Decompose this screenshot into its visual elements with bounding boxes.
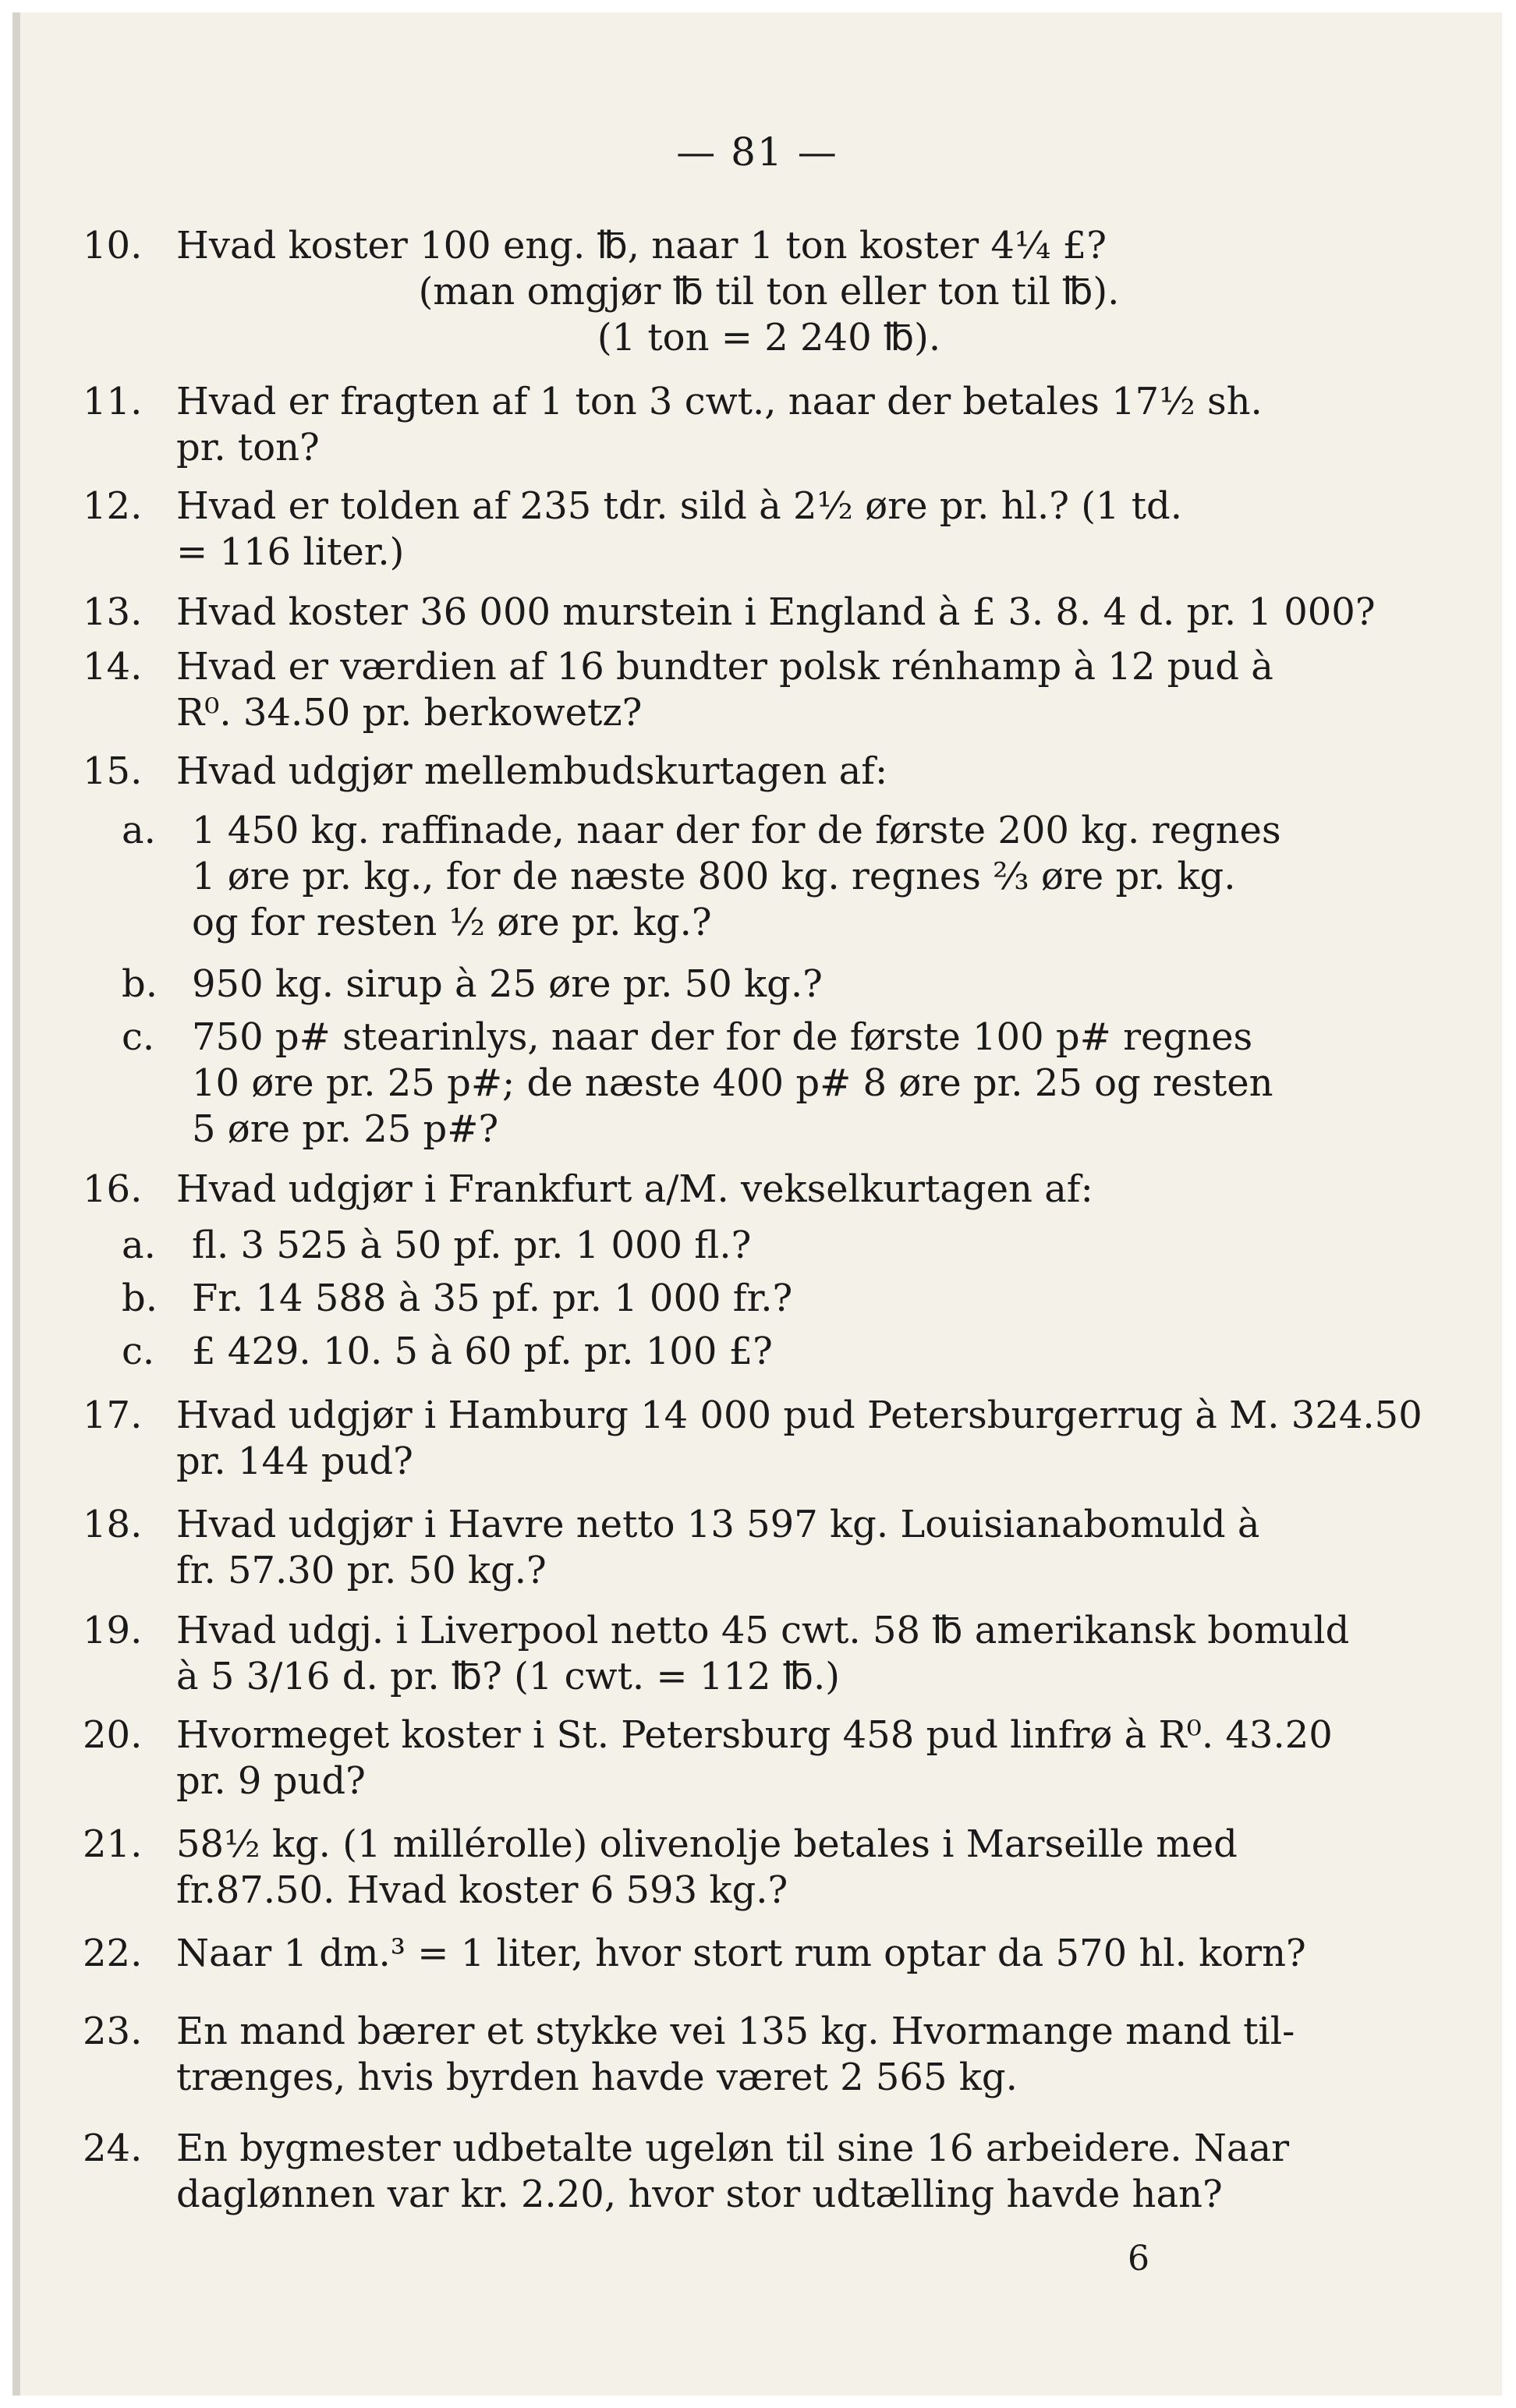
problem-line: daglønnen var kr. 2.20, hvor stor udtælling havde han? [176, 2173, 1223, 2216]
problem-number: 24. [83, 2126, 143, 2170]
sub-item-15b [122, 961, 1354, 1007]
sub-item-16c [122, 1329, 1354, 1375]
problem-line: Naar 1 dm.³ = 1 liter, hvor stort rum optar da 570 hl. korn? [176, 1932, 1306, 1975]
sub-label: b. [122, 962, 158, 1006]
sub-line: Fr. 14 588 à 35 pf. pr. 1 000 fr.? [192, 1277, 793, 1320]
sub-label: a. [122, 809, 156, 852]
sub-item-15a [122, 808, 1354, 946]
sub-line: 5 øre pr. 25 p#? [192, 1107, 499, 1151]
problem-number: 20. [83, 1713, 143, 1757]
problem-line: pr. ton? [176, 426, 320, 469]
problem-number: 16. [83, 1167, 143, 1211]
problem-19 [83, 1608, 1362, 1700]
problem-line: fr.87.50. Hvad koster 6 593 kg.? [176, 1868, 788, 1912]
problem-line: Hvad udgj. i Liverpool netto 45 cwt. 58 ℔ amerikansk bomuld [176, 1609, 1350, 1652]
problem-14 [83, 644, 1362, 736]
problem-11 [83, 379, 1362, 471]
problem-number: 10. [83, 224, 143, 267]
sub-line: 1 øre pr. kg., for de næste 800 kg. regnes ⅔ øre pr. kg. [192, 855, 1236, 898]
problem-number: 23. [83, 2010, 143, 2053]
problem-line: Hvad udgjør i Havre netto 13 597 kg. Louisianabomuld à [176, 1503, 1260, 1546]
sub-label: c. [122, 1015, 155, 1059]
problem-line: = 116 liter.) [176, 530, 405, 574]
problem-line: Hvad er fragten af 1 ton 3 cwt., naar der betales 17½ sh. [176, 380, 1263, 423]
problem-number: 21. [83, 1822, 143, 1866]
problem-line: En mand bærer et stykke vei 135 kg. Hvormange mand til- [176, 2010, 1295, 2053]
problem-number: 15. [83, 749, 143, 793]
problem-number: 18. [83, 1503, 143, 1546]
sub-line: og for resten ½ øre pr. kg.? [192, 901, 712, 944]
problem-note: (1 ton = 2 240 ℔). [597, 316, 941, 359]
problem-line: pr. 144 pud? [176, 1439, 413, 1483]
problem-line: trænges, hvis byrden havde været 2 565 kg. [176, 2056, 1018, 2099]
problem-number: 14. [83, 645, 143, 689]
problem-16 [83, 1167, 1362, 1213]
problem-line: En bygmester udbetalte ugeløn til sine 16 arbeidere. Naar [176, 2126, 1290, 2170]
problem-line: Hvad koster 100 eng. ℔, naar 1 ton koster 4¼ £? [176, 224, 1107, 267]
problem-line: R⁰. 34.50 pr. berkowetz? [176, 691, 643, 735]
problem-line: Hvad udgjør mellembudskurtagen af: [176, 749, 888, 793]
sub-line: fl. 3 525 à 50 pf. pr. 1 000 fl.? [192, 1223, 752, 1267]
problem-line: Hvad er værdien af 16 bundter polsk rénhamp à 12 pud à [176, 645, 1273, 689]
problem-line: Hvad koster 36 000 murstein i England à £ 3. 8. 4 d. pr. 1 000? [176, 590, 1376, 634]
problem-12 [83, 483, 1362, 575]
problem-line: fr. 57.30 pr. 50 kg.? [176, 1549, 547, 1592]
problem-line: Hvad udgjør i Frankfurt a/M. vekselkurtagen af: [176, 1167, 1093, 1211]
sub-line: 10 øre pr. 25 p#; de næste 400 p# 8 øre pr. 25 og resten [192, 1061, 1273, 1105]
problem-number: 17. [83, 1393, 143, 1437]
problem-line: à 5 3/16 d. pr. ℔? (1 cwt. = 112 ℔.) [176, 1655, 841, 1698]
signature-mark: 6 [1128, 2239, 1149, 2279]
problem-line: 58½ kg. (1 millérolle) olivenolje betales i Marseille med [176, 1822, 1238, 1866]
problem-number: 13. [83, 590, 143, 634]
sub-item-16b [122, 1276, 1354, 1322]
problem-22 [83, 1931, 1362, 1977]
page-number-header: — 81 — [676, 129, 838, 175]
page-edge [12, 12, 20, 2396]
problem-number: 11. [83, 380, 143, 423]
sub-label: b. [122, 1277, 158, 1320]
problem-21 [83, 1822, 1362, 1914]
sub-line: 1 450 kg. raffinade, naar der for de første 200 kg. regnes [192, 809, 1281, 852]
sub-label: a. [122, 1223, 156, 1267]
problem-number: 19. [83, 1609, 143, 1652]
problem-line: Hvad udgjør i Hamburg 14 000 pud Petersburgerrug à M. 324.50 [176, 1393, 1422, 1437]
problem-line: Hvormeget koster i St. Petersburg 458 pud linfrø à R⁰. 43.20 [176, 1713, 1333, 1757]
problem-note: (man omgjør ℔ til ton eller ton til ℔). [418, 270, 1120, 313]
problem-18 [83, 1502, 1362, 1594]
problem-10 [83, 223, 1362, 361]
sub-line: 750 p# stearinlys, naar der for de første 100 p# regnes [192, 1015, 1253, 1059]
sub-line: £ 429. 10. 5 à 60 pf. pr. 100 £? [192, 1330, 773, 1373]
sub-label: c. [122, 1330, 155, 1373]
problem-24 [83, 2126, 1362, 2218]
problem-line: Hvad er tolden af 235 tdr. sild à 2½ øre pr. hl.? (1 td. [176, 484, 1182, 528]
problem-23 [83, 2009, 1362, 2101]
problem-13 [83, 590, 1376, 636]
sub-line: 950 kg. sirup à 25 øre pr. 50 kg.? [192, 962, 823, 1006]
problem-17 [83, 1393, 1422, 1485]
problem-number: 12. [83, 484, 143, 528]
problem-number: 22. [83, 1932, 143, 1975]
problem-20 [83, 1712, 1362, 1804]
sub-item-16a [122, 1223, 1354, 1269]
problem-line: pr. 9 pud? [176, 1759, 366, 1803]
problem-15 [83, 749, 1362, 795]
book-page [12, 12, 1502, 2396]
sub-item-15c [122, 1015, 1354, 1153]
